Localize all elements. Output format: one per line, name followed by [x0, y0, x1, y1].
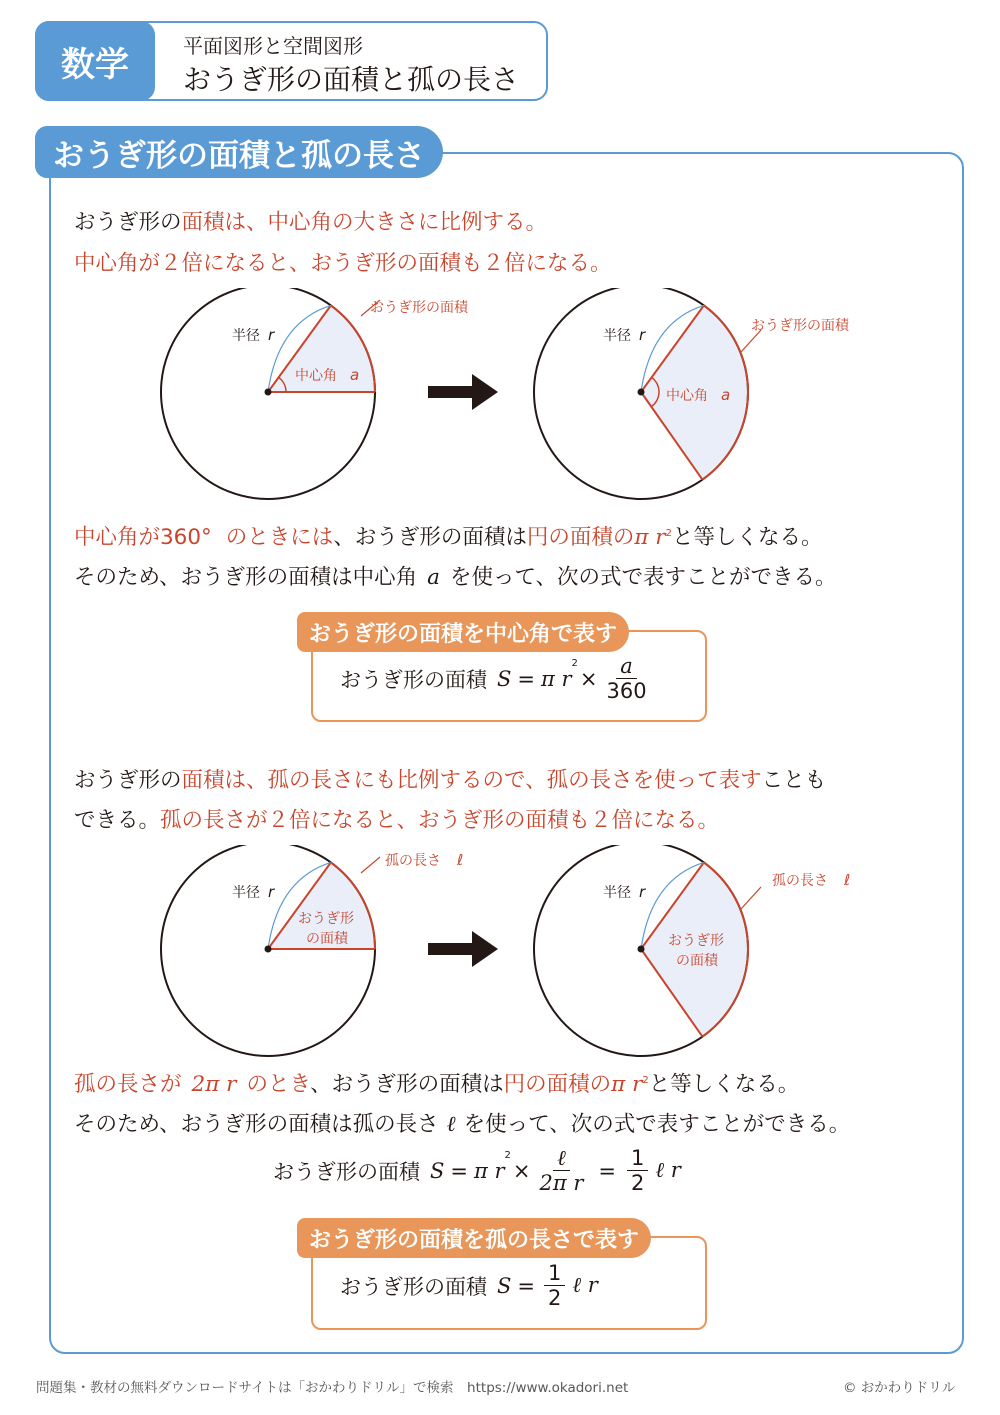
derivation-expression: おうぎ形の面積 S = π r $^2$ × $\frac{\text{ℓ}}{\text{2π r}}$ = $\frac{1}{2}$ ℓ r: [273, 1146, 681, 1196]
diagram-central-angle: [150, 288, 870, 508]
radius-symbol: r: [268, 326, 275, 344]
arc-symbol: ℓ: [457, 851, 464, 869]
footer-copyright: © おかわりドリル: [843, 1380, 956, 1396]
text2-line2: そのため、おうぎ形の面積は中心角 a を使って、次の式で表すことができる。: [74, 565, 837, 590]
intro2-line2: できる。孤の長さが２倍になると、おうぎ形の面積も２倍になる。: [74, 808, 720, 833]
area-label: おうぎ形の面積: [370, 300, 468, 316]
radius-label-2: 半径: [603, 328, 631, 344]
formula2-expression: おうぎ形の面積 S = $\frac{1}{2}$ ℓ r: [340, 1261, 598, 1311]
sector-label-line2-2: の面積: [676, 953, 718, 969]
footer-site-info: 問題集・教材の無料ダウンロードサイトは「おかわりドリル」で検索 https://www.okadori.net: [36, 1380, 629, 1396]
unit-label: 平面図形と空間図形: [183, 34, 363, 58]
formula1-expression: おうぎ形の面積 S = π r $^2$ × $\frac{a}{360}$: [340, 654, 654, 703]
section-title: おうぎ形の面積と孤の長さ: [35, 126, 443, 178]
text3-line1: 孤の長さが 2π r のとき、おうぎ形の面積は円の面積のπ $r^2$と等しくなる。: [74, 1072, 800, 1097]
subject-badge: 数学: [35, 21, 155, 101]
arc-label-2: 孤の長さ: [772, 873, 828, 889]
text3-line2: そのため、おうぎ形の面積は孤の長さ ℓ を使って、次の式で表すことができる。: [74, 1112, 851, 1137]
radius-label-3: 半径: [232, 885, 260, 901]
radius-label-4: 半径: [603, 885, 631, 901]
diagram-arc-length: [150, 845, 870, 1065]
sector-label-line2: の面積: [306, 931, 348, 947]
angle-label-2: 中心角: [666, 388, 708, 404]
angle-label: 中心角: [295, 368, 337, 384]
derivation-fraction-1: $\frac{\text{ℓ}}{\text{2π r}}$: [539, 1146, 584, 1196]
radius-label: 半径: [232, 328, 260, 344]
arc-symbol-2: ℓ: [844, 871, 851, 889]
arrow-icon-2: [428, 931, 498, 967]
formula1-title: おうぎ形の面積を中心角で表す: [297, 612, 629, 652]
text2-line1: 中心角が360° のときには、おうぎ形の面積は円の面積のπ $r^2$と等しくなる。: [74, 525, 823, 550]
intro1-line2: 中心角が２倍になると、おうぎ形の面積も２倍になる。: [74, 251, 612, 276]
angle-symbol-2: a: [721, 386, 731, 404]
intro1-line1: おうぎ形の面積は、中心角の大きさに比例する。: [74, 210, 548, 235]
radius-symbol-2: r: [639, 326, 646, 344]
area-label-2: おうぎ形の面積: [751, 318, 849, 334]
arc-label: 孤の長さ: [385, 853, 441, 869]
arrow-icon: [428, 374, 498, 410]
worksheet-title: おうぎ形の面積と孤の長さ: [183, 63, 520, 96]
sector-label-line1: おうぎ形: [298, 911, 354, 927]
intro2-line1: おうぎ形の面積は、孤の長さにも比例するので、孤の長さを使って表すことも: [74, 768, 827, 793]
radius-symbol-3: r: [268, 883, 275, 901]
formula1-fraction: $\frac{a}{360}$: [606, 654, 647, 704]
angle-symbol: a: [350, 366, 360, 384]
derivation-fraction-2: $\frac{1}{2}$: [627, 1146, 648, 1195]
radius-symbol-4: r: [639, 883, 646, 901]
sector-label-line1-2: おうぎ形: [668, 933, 724, 949]
formula2-title: おうぎ形の面積を孤の長さで表す: [297, 1218, 651, 1258]
formula2-fraction: $\frac{1}{2}$: [544, 1261, 565, 1310]
